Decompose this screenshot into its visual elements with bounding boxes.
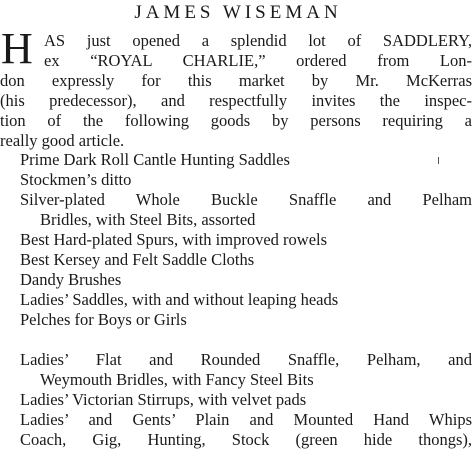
intro-line: don expressly for this market by Mr. McKerras (0, 71, 472, 90)
goods-item: Dandy Brushes (20, 270, 122, 289)
intro-line: ex “ROYAL CHARLIE,” ordered from Lon- (44, 51, 472, 70)
goods-item: Best Kersey and Felt Saddle Cloths (20, 250, 255, 269)
drop-cap: H (1, 24, 33, 73)
advertisement-heading: JAMES WISEMAN (134, 2, 342, 23)
goods-item: Ladies’ Saddles, with and without leaping heads (20, 290, 339, 309)
intro-line: AS just opened a splendid lot of SADDLERY, (44, 31, 472, 50)
goods-item: Ladies’ and Gents’ Plain and Mounted Hand Whips (20, 410, 472, 429)
intro-line: tion of the following goods by persons requiring a (0, 111, 472, 130)
intro-paragraph (0, 24, 476, 150)
goods-item: Best Hard-plated Spurs, with improved rowels (20, 230, 328, 249)
goods-item: Pelches for Boys or Girls (20, 310, 187, 329)
intro-line: (his predecessor), and respectfully invites the inspec- (0, 91, 472, 110)
goods-item: Coach, Gig, Hunting, Stock (green hide thongs), (20, 430, 472, 449)
goods-item-continuation: Weymouth Bridles, with Fancy Steel Bits (40, 370, 314, 389)
goods-item: Silver-plated Whole Buckle Snaffle and Pelham (20, 190, 472, 209)
goods-item: Ladies’ Victorian Stirrups, with velvet pads (20, 390, 307, 409)
intro-line: really good article. (0, 131, 125, 150)
goods-item: Ladies’ Flat and Rounded Snaffle, Pelham, and (20, 350, 472, 369)
goods-item: Prime Dark Roll Cantle Hunting Saddles (20, 150, 290, 169)
goods-item-continuation: Bridles, with Steel Bits, assorted (40, 210, 256, 229)
goods-item: Stockmen’s ditto (20, 170, 132, 189)
print-speck (438, 157, 439, 164)
